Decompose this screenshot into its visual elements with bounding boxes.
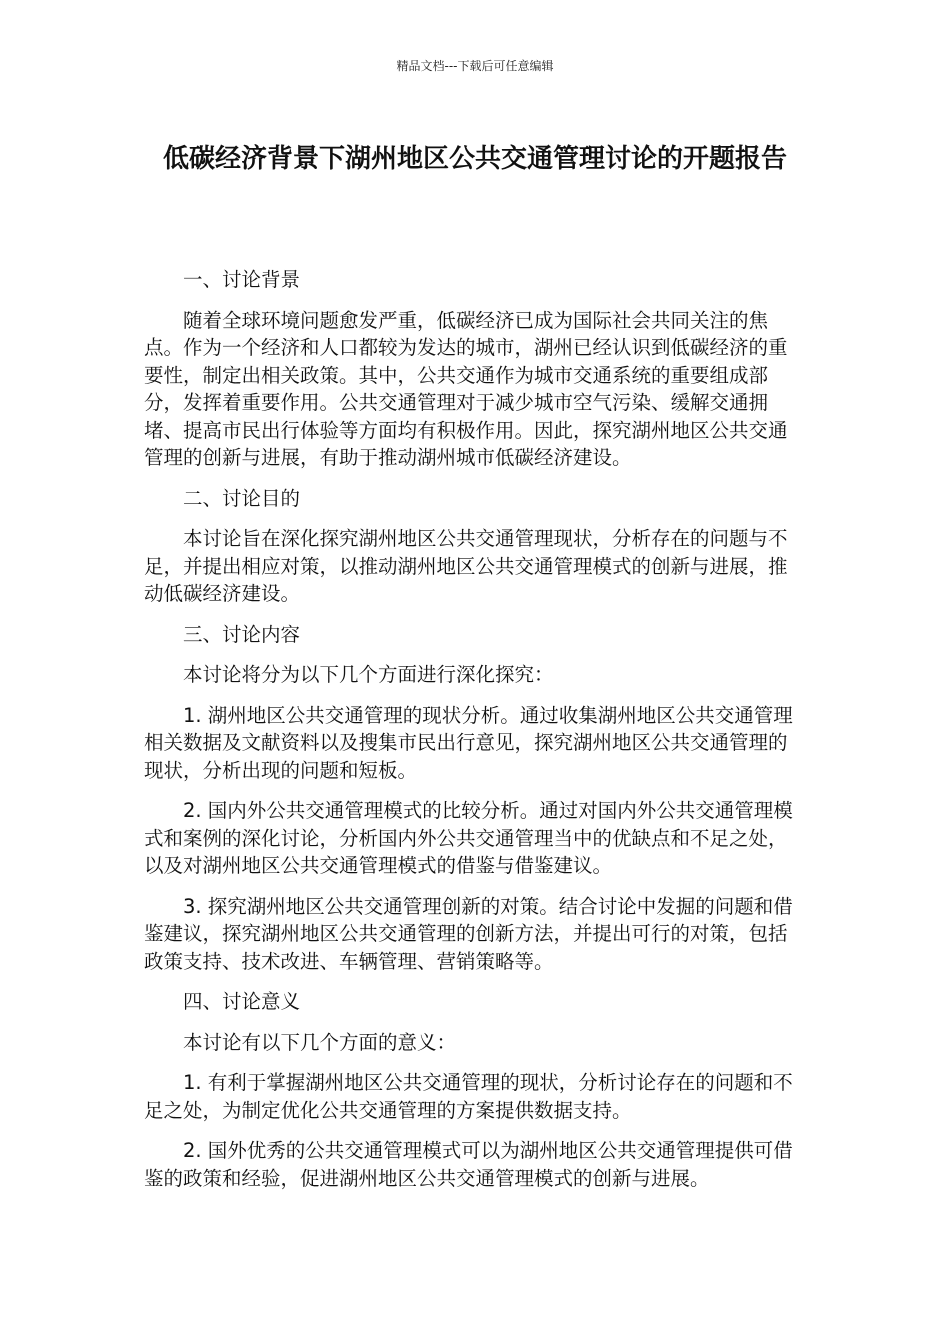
- paragraph: 本讨论有以下几个方面的意义：: [183, 1030, 457, 1054]
- section-heading-significance: 四、讨论意义: [183, 990, 301, 1013]
- paragraph: 本讨论将分为以下几个方面进行深化探究：: [183, 663, 554, 686]
- section-heading-purpose: 二、讨论目的: [183, 486, 301, 510]
- page-header: 精品文档---下载后可任意编辑: [396, 59, 554, 73]
- list-item: 2. 国外优秀的公共交通管理模式可以为湖州地区公共交通管理提供可借鉴的政策和经验，促进湖州地区公共交通管理模式的创新与进展。: [144, 1139, 793, 1190]
- paragraph: 本讨论旨在深化探究湖州地区公共交通管理现状，分析存在的问题与不足，并提出相应对策，以推动湖州地区公共交通管理模式的创新与进展，推动低碳经济建设。: [144, 527, 788, 605]
- list-item: 3. 探究湖州地区公共交通管理创新的对策。结合讨论中发掘的问题和借鉴建议，探究湖州地区公共交通管理的创新方法，并提出可行的对策，包括政策支持、技术改进、车辆管理、营销策略等。: [144, 894, 793, 973]
- list-item: 2. 国内外公共交通管理模式的比较分析。通过对国内外公共交通管理模式和案例的深化讨论，分析国内外公共交通管理当中的优缺点和不足之处，以及对湖州地区公共交通管理模式的借鉴与借鉴建议。: [144, 799, 793, 877]
- paragraph: 随着全球环境问题愈发严重，低碳经济已成为国际社会共同关注的焦点。作为一个经济和人口都较为发达的城市，湖州已经认识到低碳经济的重要性，制定出相关政策。其中，公共交通作为城市交通系统的重要组成部分，发挥着重要作用。公共交通管理对于减少城市空气污染、缓解交通拥堵、提高市民出行体验等方面均有积极作用。因此，探究湖州地区公共交通管理的创新与进展，有助于推动湖州城市低碳经济建设。: [144, 308, 788, 469]
- list-item: 1. 湖州地区公共交通管理的现状分析。通过收集湖州地区公共交通管理相关数据及文献资料以及搜集市民出行意见，探究湖州地区公共交通管理的现状，分析出现的问题和短板。: [144, 703, 793, 782]
- document-body: [144, 266, 800, 1205]
- document-title: 低碳经济背景下湖州地区公共交通管理讨论的开题报告: [162, 144, 787, 174]
- list-item: 1. 有利于掌握湖州地区公共交通管理的现状，分析讨论存在的问题和不足之处，为制定优化公共交通管理的方案提供数据支持。: [144, 1071, 793, 1122]
- section-heading-background: 一、讨论背景: [183, 268, 301, 291]
- section-heading-content: 三、讨论内容: [183, 622, 301, 646]
